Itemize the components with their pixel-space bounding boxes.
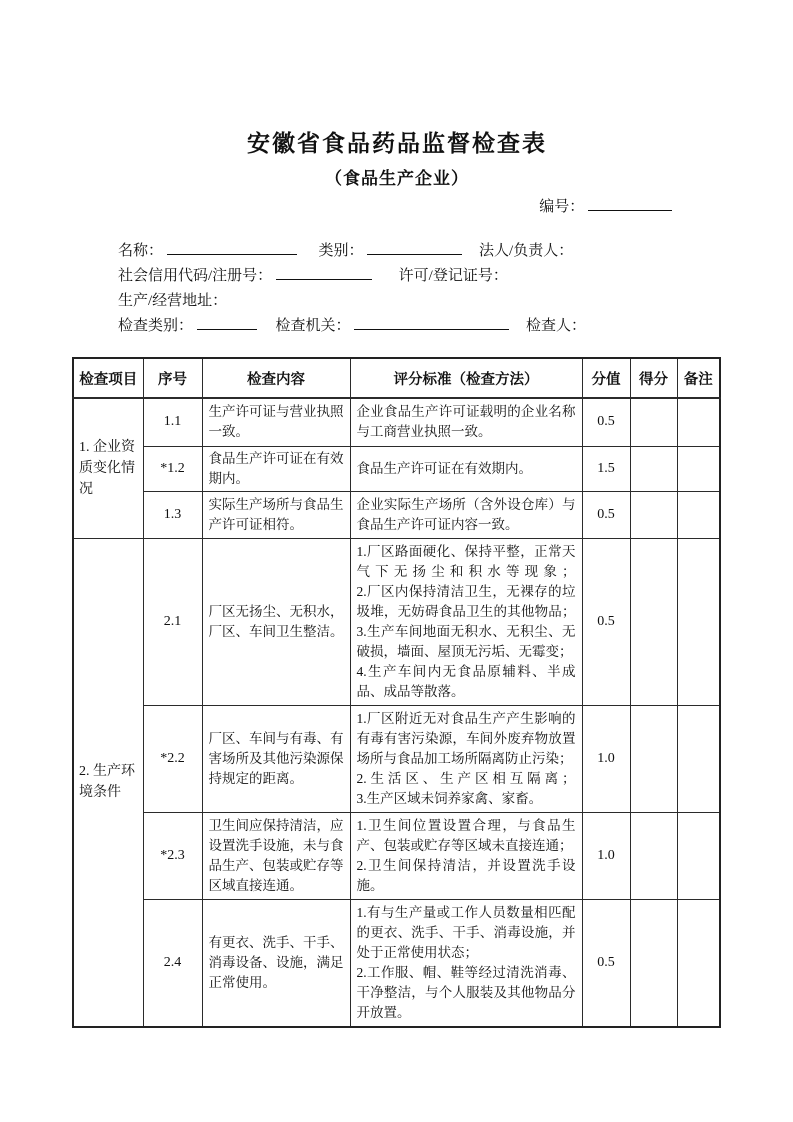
cell-score-earned: [630, 538, 677, 705]
cell-standard: [350, 812, 582, 899]
serial-label: 编号：: [539, 199, 585, 215]
cell-seq: 2.4: [143, 899, 202, 1027]
cell-standard: [350, 398, 582, 446]
credit-code-blank-field: [276, 267, 372, 280]
standard-paragraph: 企业食品生产许可证载明的企业名称与工商营业执照一致。: [356, 404, 576, 440]
cell-score-earned: [630, 812, 677, 899]
header-score: 分值: [582, 358, 630, 398]
category-cell-environment: 2. 生产环境条件: [73, 538, 143, 1027]
credit-code-label: 社会信用代码/注册号：: [118, 268, 273, 284]
cell-seq: 1.1: [143, 398, 202, 446]
page-subtitle: （食品生产企业）: [325, 169, 469, 188]
header-earned: 得分: [630, 358, 677, 398]
cell-seq: *2.2: [143, 705, 202, 812]
cell-remark: [677, 705, 720, 812]
page-title: 安徽省食品药品监督检查表: [247, 130, 547, 156]
standard-paragraph: 1.卫生间位置设置合理，与食品生产、包装或贮存等区域未直接连通；: [356, 817, 576, 853]
standard-paragraph: 1.有与生产量或工作人员数量相匹配的更衣、洗手、干手、消毒设施，并处于正常使用状态；: [356, 904, 576, 960]
standard-paragraph: 食品生产许可证在有效期内。: [356, 460, 532, 476]
standard-paragraph: 2.工作服、帽、鞋等经过清洗消毒、干净整洁，与个人服装及其他物品分开放置。: [356, 964, 576, 1020]
standard-paragraph: 3.生产区域未饲养家禽、家畜。: [356, 790, 543, 806]
check-type-label: 检查类别：: [118, 318, 194, 334]
info-line-credit: [118, 264, 722, 289]
cell-content: 食品生产许可证在有效期内。: [202, 446, 350, 491]
name-blank-field: [167, 242, 297, 255]
cell-standard: [350, 446, 582, 491]
cell-score: 0.5: [582, 398, 630, 446]
cell-score-earned: [630, 446, 677, 491]
cell-seq: 1.3: [143, 491, 202, 538]
standard-paragraph: 4.生产车间内无食品原辅料、半成品、成品等散落。: [356, 663, 576, 699]
inspection-table: [72, 357, 721, 1028]
cell-content: 有更衣、洗手、干手、消毒设备、设施，满足正常使用。: [202, 899, 350, 1027]
cell-standard: [350, 899, 582, 1027]
cell-remark: [677, 899, 720, 1027]
check-org-blank-field: [354, 317, 509, 330]
enterprise-info-block: [72, 239, 722, 339]
standard-paragraph: 1.厂区路面硬化、保持平整，正常天气下无扬尘和积水等现象；: [356, 543, 576, 579]
cell-score-earned: [630, 491, 677, 538]
header-remark: 备注: [677, 358, 720, 398]
cell-remark: [677, 538, 720, 705]
address-label: 生产/经营地址：: [118, 293, 228, 309]
info-line-address: [118, 289, 722, 314]
cell-content: 生产许可证与营业执照一致。: [202, 398, 350, 446]
check-type-blank-field: [197, 317, 257, 330]
standard-paragraph: 3.生产车间地面无积水、无积尘、无破损，墙面、屋顶无污垢、无霉变；: [356, 623, 576, 659]
cell-standard: [350, 705, 582, 812]
table-row: [73, 398, 720, 446]
cell-score-earned: [630, 398, 677, 446]
cell-remark: [677, 812, 720, 899]
cell-standard: [350, 491, 582, 538]
cell-content: 卫生间应保持清洁，应设置洗手设施，未与食品生产、包装或贮存等区域直接连通。: [202, 812, 350, 899]
name-label: 名称：: [118, 243, 164, 259]
table-row: [73, 812, 720, 899]
legal-person-label: 法人/负责人：: [479, 243, 574, 259]
cell-content: 厂区、车间与有毒、有害场所及其他污染源保持规定的距离。: [202, 705, 350, 812]
checker-label: 检查人：: [526, 318, 587, 334]
standard-paragraph: 2.卫生间保持清洁，并设置洗手设施。: [356, 857, 576, 893]
table-row: [73, 491, 720, 538]
cell-score: 0.5: [582, 491, 630, 538]
cell-content: 实际生产场所与食品生产许可证相符。: [202, 491, 350, 538]
cell-score: 0.5: [582, 899, 630, 1027]
category-blank-field: [367, 242, 462, 255]
cell-score: 1.0: [582, 812, 630, 899]
table-row: [73, 446, 720, 491]
cell-score: 0.5: [582, 538, 630, 705]
cell-seq: *1.2: [143, 446, 202, 491]
header-standard: 评分标准（检查方法）: [350, 358, 582, 398]
cell-content: 厂区无扬尘、无积水，厂区、车间卫生整洁。: [202, 538, 350, 705]
cell-score: 1.0: [582, 705, 630, 812]
table-row: [73, 705, 720, 812]
cell-remark: [677, 446, 720, 491]
license-number-label: 许可/登记证号：: [398, 268, 508, 284]
cell-remark: [677, 491, 720, 538]
cell-score-earned: [630, 705, 677, 812]
table-row: [73, 538, 720, 705]
header-seq: 序号: [143, 358, 202, 398]
category-cell-qualification: 1. 企业资质变化情况: [73, 398, 143, 538]
cell-standard: [350, 538, 582, 705]
standard-paragraph: 2.生活区、生产区相互隔离；: [356, 770, 576, 786]
standard-paragraph: 1.厂区附近无对食品生产产生影响的有毒有害污染源，车间外废弃物放置场所与食品加工场所隔离防止污染；: [356, 710, 576, 766]
info-line-name: [118, 239, 722, 264]
cell-score-earned: [630, 899, 677, 1027]
cell-seq: 2.1: [143, 538, 202, 705]
cell-remark: [677, 398, 720, 446]
table-header-row: [73, 358, 720, 398]
header-content: 检查内容: [202, 358, 350, 398]
category-label: 类别：: [318, 243, 364, 259]
serial-number-line: [72, 198, 722, 217]
check-org-label: 检查机关：: [275, 318, 351, 334]
cell-seq: *2.3: [143, 812, 202, 899]
table-row: [73, 899, 720, 1027]
cell-score: 1.5: [582, 446, 630, 491]
header-check-item: 检查项目: [73, 358, 143, 398]
info-line-check: [118, 314, 722, 339]
standard-paragraph: 2.厂区内保持清洁卫生，无裸存的垃圾堆，无妨碍食品卫生的其他物品；: [356, 583, 576, 619]
standard-paragraph: 企业实际生产场所（含外设仓库）与食品生产许可证内容一致。: [356, 496, 576, 532]
serial-blank-field: [588, 198, 672, 211]
